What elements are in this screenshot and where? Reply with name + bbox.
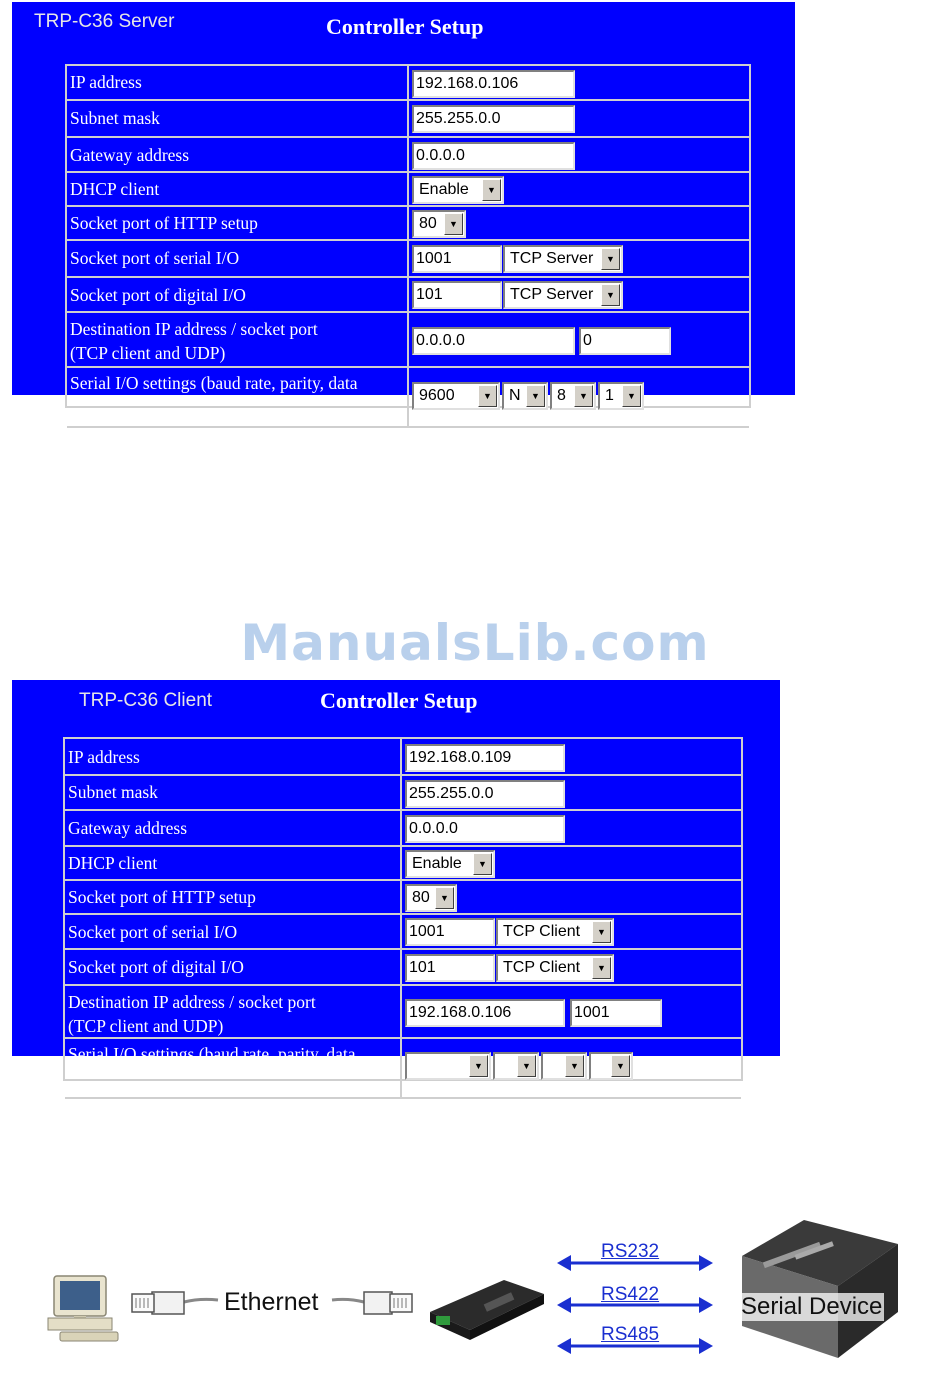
protocol-rs422-label: RS422 [601,1284,660,1305]
table-row [65,881,741,915]
dhcp-client-label: DHCP client [67,173,409,207]
rj45-plug-icon [330,1282,414,1326]
table-row [65,739,741,776]
digital-io-port-input[interactable]: 101 [405,954,495,982]
table-row [67,138,749,173]
dhcp-client-select[interactable]: Enable ▼ [405,850,495,878]
destination-label-line2: (TCP client and UDP) [70,343,226,363]
serial-io-port-label: Socket port of serial I/O [65,915,402,950]
http-port-select[interactable]: 80 ▼ [405,884,457,912]
dhcp-client-select[interactable]: Enable ▼ [412,176,504,204]
chevron-down-icon[interactable]: ▼ [482,179,501,201]
watermark: ManualsLib.com [240,614,710,672]
serial-io-mode-select[interactable]: TCP Server ▼ [503,245,623,273]
serial-settings-label: Serial I/O settings (baud rate, parity, data [67,368,409,428]
http-port-label: Socket port of HTTP setup [65,881,402,915]
chevron-down-icon[interactable]: ▼ [526,385,545,407]
chevron-down-icon[interactable]: ▼ [592,957,611,979]
parity-select[interactable] [493,1052,539,1080]
table-row [67,278,749,313]
destination-port-input[interactable]: 1001 [570,999,662,1027]
data-bits-select[interactable] [541,1052,587,1080]
chevron-down-icon[interactable]: ▼ [469,1055,488,1077]
serial-device-icon [734,1216,902,1362]
table-row [65,847,741,881]
chevron-down-icon[interactable]: ▼ [601,284,620,306]
dhcp-client-label: DHCP client [65,847,402,881]
table-row [67,241,749,278]
destination-ip-input[interactable]: 192.168.0.106 [405,999,565,1027]
destination-label-line1: Destination IP address / socket port [68,992,316,1012]
chevron-down-icon[interactable]: ▼ [622,385,641,407]
subnet-mask-label: Subnet mask [65,776,402,811]
destination-label [67,313,409,368]
server-settings-table [65,64,751,408]
table-row [67,101,749,138]
data-bits-select[interactable]: 8 ▼ [550,382,596,410]
stop-bits-select[interactable]: 1 ▼ [598,382,644,410]
digital-io-mode-select[interactable]: TCP Client ▼ [496,954,614,982]
digital-io-port-label: Socket port of digital I/O [65,950,402,986]
serial-settings-label: Serial I/O settings (baud rate, parity, data [65,1039,402,1099]
rj45-plug-icon [130,1282,220,1326]
chevron-down-icon[interactable]: ▼ [565,1055,584,1077]
table-row [65,915,741,950]
ip-address-label: IP address [67,66,409,101]
digital-io-port-input[interactable]: 101 [412,281,502,309]
server-panel-heading: Controller Setup [326,14,484,39]
serial-io-port-input[interactable]: 1001 [412,245,502,273]
protocol-rs232-label: RS232 [601,1241,660,1262]
subnet-mask-input[interactable]: 255.255.0.0 [405,780,565,808]
table-row [67,313,749,368]
destination-ip-input[interactable]: 0.0.0.0 [412,327,575,355]
destination-label-line2: (TCP client and UDP) [68,1016,224,1036]
converter-device-icon [424,1272,548,1344]
destination-label-line1: Destination IP address / socket port [70,319,318,339]
server-setup-panel [12,2,795,404]
chevron-down-icon[interactable]: ▼ [478,385,497,407]
chevron-down-icon[interactable]: ▼ [574,385,593,407]
subnet-mask-input[interactable]: 255.255.0.0 [412,105,575,133]
client-settings-table [63,737,743,1081]
chevron-down-icon[interactable]: ▼ [473,853,492,875]
chevron-down-icon[interactable]: ▼ [435,887,454,909]
baud-rate-select[interactable] [405,1052,491,1080]
chevron-down-icon[interactable]: ▼ [592,921,611,943]
ethernet-label: Ethernet [224,1288,319,1316]
gateway-address-input[interactable]: 0.0.0.0 [412,142,575,170]
table-row [67,173,749,207]
chevron-down-icon[interactable]: ▼ [601,248,620,270]
client-panel-title: TRP-C36 Client [79,690,213,711]
destination-label [65,986,402,1039]
http-port-label: Socket port of HTTP setup [67,207,409,241]
connection-diagram [0,1200,950,1390]
table-row [65,811,741,847]
table-row [65,1039,741,1099]
chevron-down-icon[interactable]: ▼ [444,213,463,235]
table-row [67,207,749,241]
http-port-select[interactable]: 80 ▼ [412,210,466,238]
ip-address-label: IP address [65,739,402,776]
gateway-address-input[interactable]: 0.0.0.0 [405,815,565,843]
parity-select[interactable]: N ▼ [502,382,548,410]
destination-port-input[interactable]: 0 [579,327,671,355]
subnet-mask-label: Subnet mask [67,101,409,138]
serial-device-label: Serial Device [741,1293,883,1320]
gateway-address-label: Gateway address [67,138,409,173]
protocol-rs485-label: RS485 [601,1324,660,1345]
server-panel-title: TRP-C36 Server [34,11,175,32]
digital-io-mode-select[interactable]: TCP Server ▼ [503,281,623,309]
gateway-address-label: Gateway address [65,811,402,847]
table-row [67,368,749,428]
chevron-down-icon[interactable]: ▼ [611,1055,630,1077]
chevron-down-icon[interactable]: ▼ [517,1055,536,1077]
serial-io-mode-select[interactable]: TCP Client ▼ [496,918,614,946]
serial-io-port-input[interactable]: 1001 [405,918,495,946]
client-setup-panel [12,680,780,1071]
table-row [65,776,741,811]
ip-address-input[interactable]: 192.168.0.109 [405,744,565,772]
table-row [65,950,741,986]
ip-address-input[interactable]: 192.168.0.106 [412,70,575,98]
client-panel-heading: Controller Setup [320,688,478,713]
baud-rate-select[interactable]: 9600 ▼ [412,382,500,410]
table-row [67,66,749,101]
serial-io-port-label: Socket port of serial I/O [67,241,409,278]
table-row [65,986,741,1039]
digital-io-port-label: Socket port of digital I/O [67,278,409,313]
stop-bits-select[interactable] [589,1052,633,1080]
computer-icon [44,1274,124,1344]
